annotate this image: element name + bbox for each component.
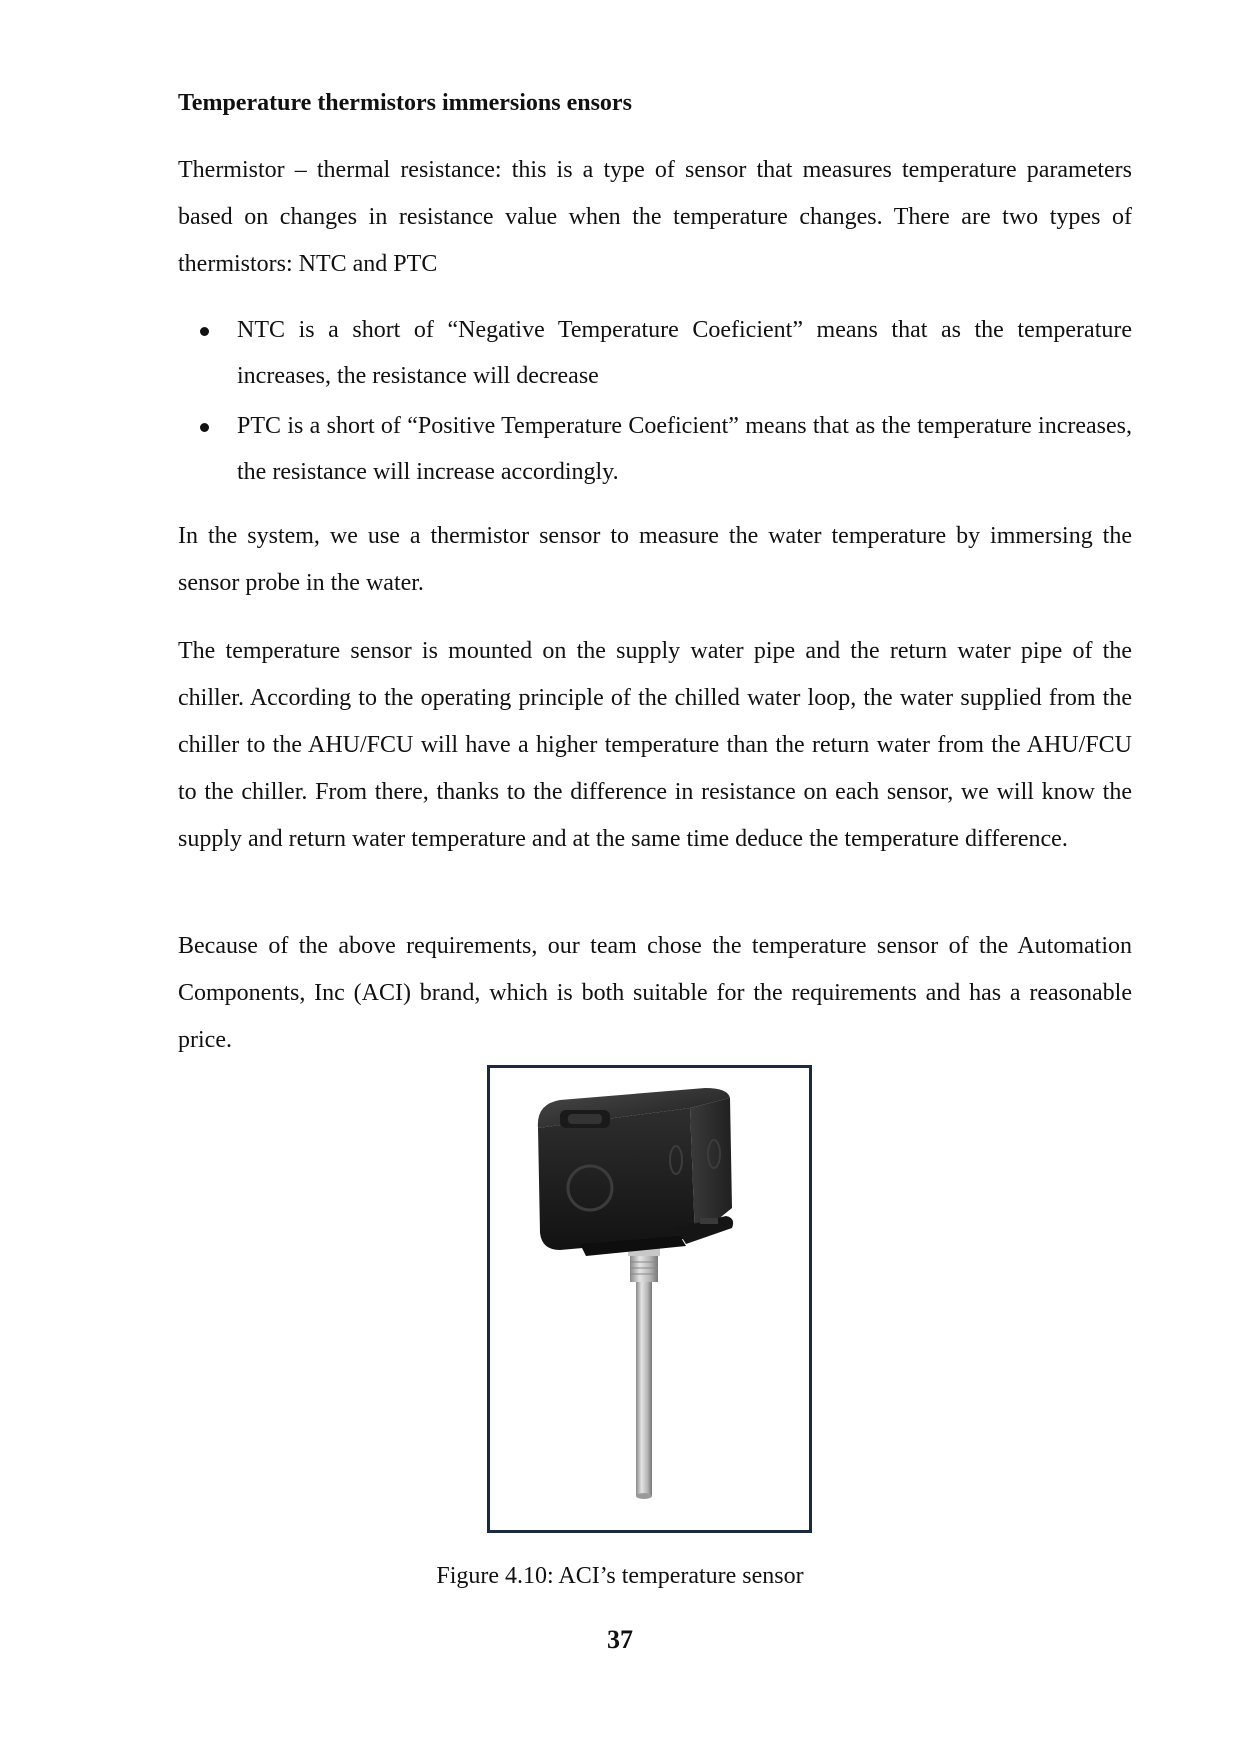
thermistor-type-list [178,307,1132,495]
sensor-figure [487,1065,812,1533]
page-number: 37 [607,1625,633,1654]
figure-caption: Figure 4.10: ACI’s temperature sensor [436,1563,804,1589]
list-item-ptc [178,403,1132,495]
choice-paragraph: Because of the above requirements, our team chose the temperature sensor of the Automation Components, Inc (ACI) brand, which is both suitable for the requirements and has a reasonable price. [178,933,1132,1053]
list-item-text: NTC is a short of “Negative Temperature Coeficient” means that as the temperature increases, the resistance will decrease [237,317,1132,389]
list-item-ntc [178,307,1132,399]
temperature-sensor-image [490,1068,809,1530]
list-item-text: PTC is a short of “Positive Temperature Coeficient” means that as the temperature increases, the resistance will increase accordingly. [237,413,1132,485]
section-heading: Temperature thermistors immersions ensors [178,90,632,116]
bullet-icon [200,423,209,432]
intro-paragraph: Thermistor – thermal resistance: this is a type of sensor that measures temperature parameters based on changes in resistance value when the temperature changes. There are two types of thermistors: NTC and PTC [178,157,1132,277]
bullet-icon [200,327,209,336]
system-paragraph: In the system, we use a thermistor sensor to measure the water temperature by immersing the sensor probe in the water. [178,523,1132,596]
mounting-paragraph: The temperature sensor is mounted on the supply water pipe and the return water pipe of the chiller. According to the operating principle of the chilled water loop, the water supplied from the chiller to the AHU/FCU will have a higher temperature than the return water from the AHU/FCU to the chiller. From there, thanks to the difference in resistance on each sensor, we will know the supply and return water temperature and at the same time deduce the temperature difference. [178,638,1132,852]
